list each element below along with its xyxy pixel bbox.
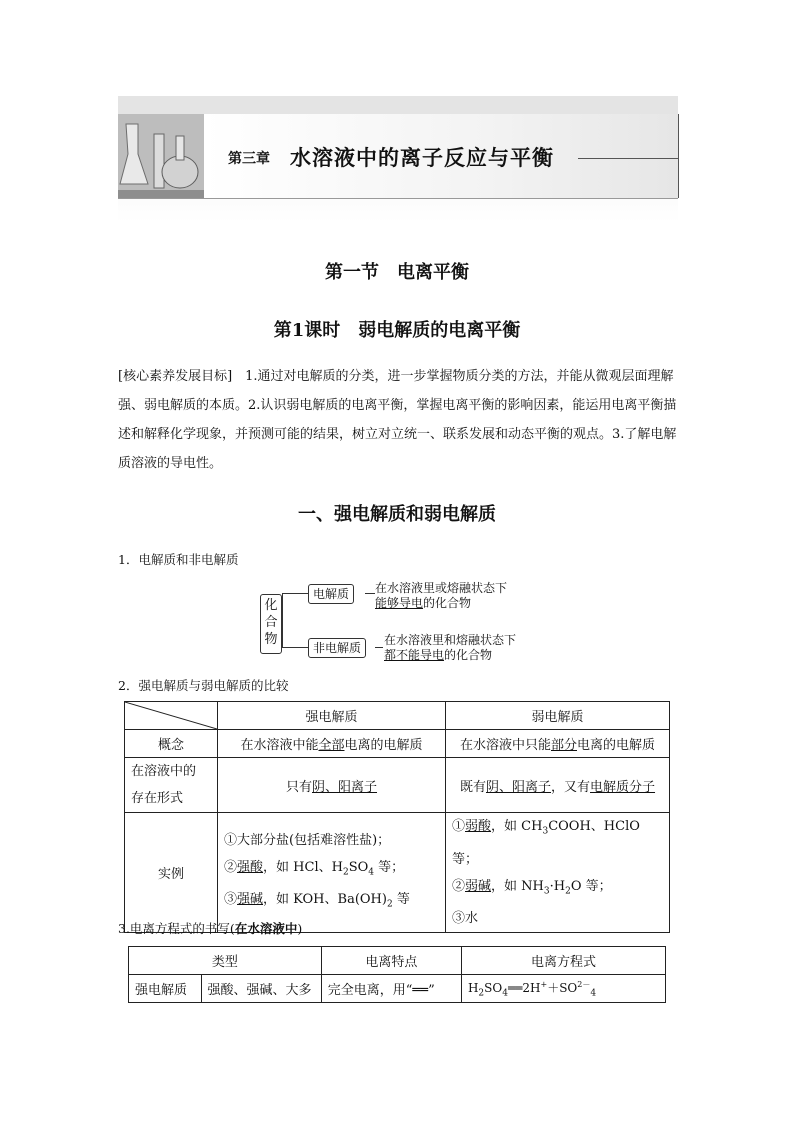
form-weak — [446, 758, 670, 813]
diagram-root-compound — [260, 594, 282, 654]
diagram-arrow-1 — [365, 593, 375, 594]
s3-ul: 强碱 — [237, 892, 264, 908]
col-type: 类型 — [129, 947, 322, 975]
t3-strong-subtype: 强酸、强碱、大多 — [201, 975, 321, 1003]
form-weak-mid: ，又有 — [551, 779, 591, 795]
weak-example-2 — [452, 873, 663, 906]
goals-text: 1.通过对电解质的分类，进一步掌握物质分类的方法，并能从微观层面理解强、弱电解质的本质。2.认识弱电解质的电离平衡，掌握电离平衡的影响因素，能运用电离平衡描述和解释化学现象，并预测可能的结果，树立对立统一、联系发展和动态平衡的观点。3.了解电解质溶液的导电性。 — [118, 369, 677, 471]
weak-example-3: ③水 — [452, 911, 479, 927]
section-title: 第一节 电离平衡 — [325, 262, 469, 283]
lesson-title: 第1课时 弱电解质的电离平衡 — [273, 320, 521, 341]
s3-sub: 2 — [386, 899, 393, 910]
s3-pre: ，如 KOH、Ba(OH) — [263, 892, 387, 908]
banner-rule — [578, 158, 678, 159]
strong-example-1: ①大部分盐(包括难溶性盐)； — [224, 832, 391, 848]
nonelectrolyte-def-rest: 的化合物 — [444, 648, 493, 662]
diagonal-header-cell — [125, 702, 218, 730]
nonelectrolyte-label: 非电解质 — [313, 641, 362, 655]
s2-ul: 强酸 — [237, 859, 264, 875]
diagram-box-electrolyte — [308, 584, 354, 604]
row-existence-form — [125, 758, 670, 813]
form-label-line2: 存在形式 — [131, 791, 184, 806]
eq-b: SO — [484, 980, 503, 995]
form-weak-ul2: 电解质分子 — [590, 779, 656, 795]
col-equation: 电离方程式 — [461, 947, 665, 975]
nonelectrolyte-def-line1: 在水溶液里和熔融状态下 — [384, 633, 517, 647]
eq-d: ＋SO — [547, 980, 578, 995]
diagram-box-nonelectrolyte — [308, 638, 366, 658]
eq-sub1: 2 — [478, 988, 485, 999]
nonelectrolyte-definition — [384, 633, 516, 663]
s2-pre: ，如 HCl、H — [263, 859, 343, 875]
s2-mid: SO — [348, 859, 369, 875]
w2-sub2: 2 — [565, 886, 571, 897]
item2-heading: 2．强电解质与弱电解质的比较 — [118, 678, 289, 693]
t3-header-row — [129, 947, 666, 975]
col-strong-header: 强电解质 — [218, 702, 446, 730]
concept-strong — [218, 730, 446, 758]
strong-example-2 — [224, 854, 439, 887]
s3-post: 等 — [392, 892, 410, 908]
weak-example-1 — [452, 813, 663, 873]
electrolyte-def-rest: 的化合物 — [423, 596, 472, 610]
examples-strong — [218, 813, 446, 933]
s2-sub1: 2 — [342, 867, 349, 878]
w2-sub: 3 — [543, 886, 550, 897]
electrolyte-def-line1: 在水溶液里或熔融状态下 — [375, 581, 508, 595]
chapter-title: 水溶液中的离子反应与平衡 — [290, 146, 554, 170]
concept-weak-ul: 部分 — [550, 738, 577, 753]
concept-weak-pre: 在水溶液中只能 — [459, 738, 551, 753]
ionization-equation-table — [128, 946, 666, 1003]
eq-c: ══2H — [507, 980, 541, 995]
glassware-illustration — [118, 114, 204, 198]
row-form-label — [125, 758, 218, 813]
diagram-branch-line-1 — [282, 593, 308, 594]
col-feature: 电离特点 — [321, 947, 461, 975]
eq-a: H — [467, 980, 479, 995]
concept-strong-pre: 在水溶液中能 — [240, 738, 319, 753]
form-label-line1: 在溶液中的 — [131, 764, 197, 779]
w2-pre: ，如 NH — [491, 878, 544, 894]
s2-post: 等； — [374, 859, 405, 875]
w2-ul: 弱碱 — [465, 878, 492, 894]
goals-tag: [核心素养发展目标] — [118, 369, 233, 384]
concept-strong-ul: 全部 — [318, 738, 345, 753]
examples-weak — [446, 813, 670, 933]
w1-sub: 3 — [542, 826, 549, 837]
diagram-branch-line-2 — [282, 647, 308, 648]
item3-heading-bold: 在水溶液中 — [234, 921, 298, 936]
w2-num: ② — [452, 878, 466, 894]
banner-divider — [118, 198, 678, 199]
form-weak-ul1: 阴、阳离子 — [485, 779, 551, 795]
electrolyte-definition — [375, 581, 507, 611]
form-strong — [218, 758, 446, 813]
nonelectrolyte-def-underlined: 都不能导电 — [384, 648, 445, 662]
eq-sup1: + — [540, 979, 548, 989]
diagram-brace — [282, 593, 283, 647]
s2-sub2: 4 — [368, 867, 374, 878]
concept-strong-post: 电离的电解质 — [344, 738, 423, 753]
row-concept — [125, 730, 670, 758]
chapter-banner — [118, 96, 678, 222]
strong-example-3 — [224, 886, 439, 919]
form-weak-pre: 既有 — [459, 779, 486, 795]
t3-strong-type: 强电解质 — [129, 975, 202, 1003]
electrolyte-label: 电解质 — [313, 587, 350, 601]
item3-heading-pre: 3.电离方程式的书写( — [118, 921, 235, 936]
t3-row-strong — [129, 975, 666, 1003]
concept-weak — [446, 730, 670, 758]
form-strong-pre: 只有 — [285, 779, 312, 795]
form-strong-ul: 阴、阳离子 — [312, 779, 378, 795]
concept-weak-post: 电离的电解质 — [577, 738, 656, 753]
w2-post: ·H — [549, 878, 566, 894]
t3-strong-equation — [461, 975, 665, 1003]
row-concept-label: 概念 — [125, 730, 218, 758]
part-title: 一、强电解质和弱电解质 — [298, 504, 496, 525]
s3-num: ③ — [224, 892, 238, 908]
w1-ul: 弱酸 — [465, 819, 492, 834]
diagram-root-label: 化合物 — [264, 598, 278, 647]
eq-sup2: 2－ — [577, 979, 591, 989]
electrolyte-def-underlined: 能够导电 — [375, 596, 424, 610]
banner-top-band — [118, 96, 678, 114]
col-weak-header: 弱电解质 — [446, 702, 670, 730]
strong-weak-comparison-table — [124, 701, 670, 933]
eq-sub3: 4 — [590, 988, 597, 999]
w1-pre: ，如 CH — [491, 819, 543, 834]
item1-heading: 1．电解质和非电解质 — [118, 552, 239, 567]
w2-end: O 等； — [570, 878, 612, 894]
classification-diagram — [260, 578, 540, 668]
s2-num: ② — [224, 859, 238, 875]
table-header-row — [125, 702, 670, 730]
item3-heading — [118, 919, 302, 937]
chapter-label: 第三章 — [228, 151, 270, 167]
t3-strong-feature: 完全电离，用“══” — [321, 975, 461, 1003]
item3-heading-post: ) — [297, 921, 303, 936]
lab-glassware-image — [118, 114, 205, 198]
w1-post: COOH、HClO 等； — [452, 819, 640, 867]
core-goals-paragraph — [118, 362, 680, 478]
row-examples — [125, 813, 670, 933]
w1-num: ① — [452, 819, 466, 834]
row-examples-label: 实例 — [125, 813, 218, 933]
diagram-arrow-2 — [375, 647, 383, 648]
eq-sub2: 4 — [502, 988, 508, 999]
diagonal-line — [125, 702, 217, 729]
